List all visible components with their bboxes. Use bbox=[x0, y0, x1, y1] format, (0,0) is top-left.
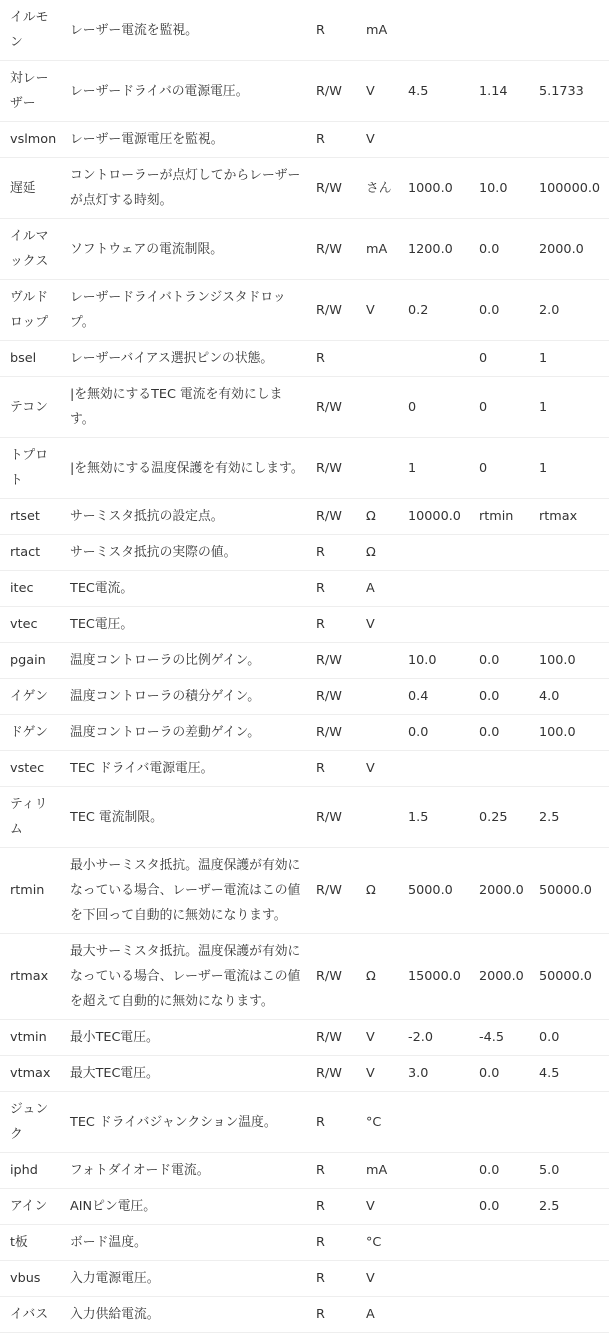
param-default: 10000.0 bbox=[400, 499, 465, 535]
param-name: t板 bbox=[0, 1225, 60, 1261]
param-name: itec bbox=[0, 571, 60, 607]
param-access: R/W bbox=[316, 848, 360, 934]
param-max: 4.5 bbox=[529, 1056, 609, 1092]
param-name: pgain bbox=[0, 643, 60, 679]
param-description: レーザードライバの電源電圧。 bbox=[60, 61, 316, 122]
table-row bbox=[0, 1189, 609, 1225]
param-min: 1.14 bbox=[465, 61, 529, 122]
param-description: TEC ドライバ電源電圧。 bbox=[60, 751, 316, 787]
param-unit bbox=[360, 643, 400, 679]
param-access: R/W bbox=[316, 1056, 360, 1092]
table-row bbox=[0, 499, 609, 535]
param-default: 1.5 bbox=[400, 787, 465, 848]
param-min: 0.0 bbox=[465, 219, 529, 280]
param-max: 2.0 bbox=[529, 280, 609, 341]
param-name: iphd bbox=[0, 1153, 60, 1189]
param-min: 0.0 bbox=[465, 1153, 529, 1189]
param-max bbox=[529, 571, 609, 607]
param-max bbox=[529, 607, 609, 643]
param-description: ソフトウェアの電流制限。 bbox=[60, 219, 316, 280]
table-row bbox=[0, 438, 609, 499]
param-description: |を無効にするTEC 電流を有効にします。 bbox=[60, 377, 316, 438]
param-default bbox=[400, 1092, 465, 1153]
table-row bbox=[0, 158, 609, 219]
table-row bbox=[0, 1020, 609, 1056]
param-unit: V bbox=[360, 122, 400, 158]
table-row bbox=[0, 122, 609, 158]
param-unit: さん bbox=[360, 158, 400, 219]
param-default bbox=[400, 571, 465, 607]
param-min bbox=[465, 122, 529, 158]
param-name: rtact bbox=[0, 535, 60, 571]
table-row bbox=[0, 61, 609, 122]
param-description: サーミスタ抵抗の設定点。 bbox=[60, 499, 316, 535]
param-default bbox=[400, 751, 465, 787]
param-description: |を無効にする温度保護を有効にします。 bbox=[60, 438, 316, 499]
param-description: 温度コントローラの差動ゲイン。 bbox=[60, 715, 316, 751]
param-max: 2000.0 bbox=[529, 219, 609, 280]
param-min: 2000.0 bbox=[465, 934, 529, 1020]
param-max: 4.0 bbox=[529, 679, 609, 715]
param-min bbox=[465, 535, 529, 571]
param-name: rtset bbox=[0, 499, 60, 535]
table-row bbox=[0, 751, 609, 787]
param-unit: °C bbox=[360, 1225, 400, 1261]
table-row bbox=[0, 679, 609, 715]
param-name: vbus bbox=[0, 1261, 60, 1297]
param-default: 4.5 bbox=[400, 61, 465, 122]
table-row bbox=[0, 607, 609, 643]
param-min bbox=[465, 1261, 529, 1297]
param-name: rtmin bbox=[0, 848, 60, 934]
param-default: -2.0 bbox=[400, 1020, 465, 1056]
param-description: TEC電圧。 bbox=[60, 607, 316, 643]
param-name: rtmax bbox=[0, 934, 60, 1020]
param-max bbox=[529, 122, 609, 158]
param-name: イルモン bbox=[0, 0, 60, 61]
table-row bbox=[0, 1297, 609, 1333]
param-unit: A bbox=[360, 1297, 400, 1333]
param-description: 最大サーミスタ抵抗。温度保護が有効になっている場合、レーザー電流はこの値を超えて自動的に無効になります。 bbox=[60, 934, 316, 1020]
param-name: イゲン bbox=[0, 679, 60, 715]
param-access: R/W bbox=[316, 934, 360, 1020]
table-row bbox=[0, 535, 609, 571]
param-max: 50000.0 bbox=[529, 934, 609, 1020]
param-name: イバス bbox=[0, 1297, 60, 1333]
param-access: R bbox=[316, 1261, 360, 1297]
param-max bbox=[529, 1092, 609, 1153]
param-unit: A bbox=[360, 571, 400, 607]
param-default: 0.0 bbox=[400, 715, 465, 751]
param-access: R/W bbox=[316, 643, 360, 679]
param-default: 3.0 bbox=[400, 1056, 465, 1092]
param-description: TEC電流。 bbox=[60, 571, 316, 607]
param-default bbox=[400, 607, 465, 643]
param-default: 0.4 bbox=[400, 679, 465, 715]
param-max: 100.0 bbox=[529, 643, 609, 679]
param-access: R/W bbox=[316, 219, 360, 280]
param-description: レーザー電源電圧を監視。 bbox=[60, 122, 316, 158]
param-access: R bbox=[316, 1092, 360, 1153]
table-row bbox=[0, 0, 609, 61]
param-min: 2000.0 bbox=[465, 848, 529, 934]
param-min: 0.0 bbox=[465, 1189, 529, 1225]
param-max bbox=[529, 0, 609, 61]
param-default bbox=[400, 535, 465, 571]
param-description: TEC ドライバジャンクション温度。 bbox=[60, 1092, 316, 1153]
param-default: 1 bbox=[400, 438, 465, 499]
table-row bbox=[0, 280, 609, 341]
param-name: vtec bbox=[0, 607, 60, 643]
param-description: 入力電源電圧。 bbox=[60, 1261, 316, 1297]
table-row bbox=[0, 341, 609, 377]
param-access: R/W bbox=[316, 280, 360, 341]
param-unit bbox=[360, 715, 400, 751]
param-name: テコン bbox=[0, 377, 60, 438]
param-default bbox=[400, 122, 465, 158]
param-description: 最小TEC電圧。 bbox=[60, 1020, 316, 1056]
param-name: vslmon bbox=[0, 122, 60, 158]
param-name: ドゲン bbox=[0, 715, 60, 751]
param-description: コントローラーが点灯してからレーザーが点灯する時刻。 bbox=[60, 158, 316, 219]
param-max: 5.1733 bbox=[529, 61, 609, 122]
param-access: R bbox=[316, 122, 360, 158]
param-description: フォトダイオード電流。 bbox=[60, 1153, 316, 1189]
param-unit: V bbox=[360, 1189, 400, 1225]
param-unit bbox=[360, 377, 400, 438]
param-unit: V bbox=[360, 1056, 400, 1092]
param-max: 0.0 bbox=[529, 1020, 609, 1056]
param-unit bbox=[360, 679, 400, 715]
param-default bbox=[400, 0, 465, 61]
param-access: R bbox=[316, 0, 360, 61]
param-access: R bbox=[316, 1297, 360, 1333]
param-max bbox=[529, 1261, 609, 1297]
param-max bbox=[529, 1225, 609, 1261]
param-unit: Ω bbox=[360, 934, 400, 1020]
table-row bbox=[0, 1225, 609, 1261]
param-unit: Ω bbox=[360, 848, 400, 934]
param-access: R/W bbox=[316, 61, 360, 122]
param-default bbox=[400, 1189, 465, 1225]
param-description: AINピン電圧。 bbox=[60, 1189, 316, 1225]
param-name: ヴルドロップ bbox=[0, 280, 60, 341]
param-default: 10.0 bbox=[400, 643, 465, 679]
param-min: 0.0 bbox=[465, 1056, 529, 1092]
param-min: 0.0 bbox=[465, 715, 529, 751]
param-max: 1 bbox=[529, 377, 609, 438]
param-name: 対レーザー bbox=[0, 61, 60, 122]
param-description: 入力供給電流。 bbox=[60, 1297, 316, 1333]
param-max bbox=[529, 535, 609, 571]
param-name: vstec bbox=[0, 751, 60, 787]
param-min: 0.0 bbox=[465, 679, 529, 715]
param-description: TEC 電流制限。 bbox=[60, 787, 316, 848]
param-unit: V bbox=[360, 1020, 400, 1056]
param-access: R/W bbox=[316, 377, 360, 438]
param-description: 温度コントローラの積分ゲイン。 bbox=[60, 679, 316, 715]
table-row bbox=[0, 715, 609, 751]
param-access: R bbox=[316, 751, 360, 787]
param-min bbox=[465, 607, 529, 643]
param-max bbox=[529, 1297, 609, 1333]
param-access: R bbox=[316, 1189, 360, 1225]
param-access: R/W bbox=[316, 1020, 360, 1056]
param-access: R/W bbox=[316, 499, 360, 535]
param-default: 1200.0 bbox=[400, 219, 465, 280]
param-max bbox=[529, 751, 609, 787]
param-default bbox=[400, 341, 465, 377]
param-min: 0.0 bbox=[465, 643, 529, 679]
param-unit bbox=[360, 438, 400, 499]
param-unit: V bbox=[360, 61, 400, 122]
param-max: 100000.0 bbox=[529, 158, 609, 219]
table-row bbox=[0, 219, 609, 280]
table-row bbox=[0, 377, 609, 438]
param-default bbox=[400, 1261, 465, 1297]
param-unit: mA bbox=[360, 219, 400, 280]
param-min: 0 bbox=[465, 341, 529, 377]
param-unit bbox=[360, 787, 400, 848]
param-description: ボード温度。 bbox=[60, 1225, 316, 1261]
param-min bbox=[465, 571, 529, 607]
param-min: -4.5 bbox=[465, 1020, 529, 1056]
param-default bbox=[400, 1225, 465, 1261]
param-access: R bbox=[316, 1225, 360, 1261]
param-min bbox=[465, 1297, 529, 1333]
param-max: 1 bbox=[529, 438, 609, 499]
param-max: 50000.0 bbox=[529, 848, 609, 934]
param-name: アイン bbox=[0, 1189, 60, 1225]
table-row bbox=[0, 571, 609, 607]
table-row bbox=[0, 1056, 609, 1092]
param-unit: V bbox=[360, 751, 400, 787]
param-max: 2.5 bbox=[529, 1189, 609, 1225]
param-unit: °C bbox=[360, 1092, 400, 1153]
param-name: ティリム bbox=[0, 787, 60, 848]
param-description: レーザードライバトランジスタドロップ。 bbox=[60, 280, 316, 341]
param-max: 2.5 bbox=[529, 787, 609, 848]
param-unit: Ω bbox=[360, 535, 400, 571]
param-name: vtmin bbox=[0, 1020, 60, 1056]
param-access: R bbox=[316, 535, 360, 571]
table-row bbox=[0, 1261, 609, 1297]
param-access: R bbox=[316, 571, 360, 607]
param-min: 0.0 bbox=[465, 280, 529, 341]
table-row bbox=[0, 934, 609, 1020]
param-min: rtmin bbox=[465, 499, 529, 535]
param-description: レーザーバイアス選択ピンの状態。 bbox=[60, 341, 316, 377]
table-row bbox=[0, 1153, 609, 1189]
table-row bbox=[0, 848, 609, 934]
param-description: 最小サーミスタ抵抗。温度保護が有効になっている場合、レーザー電流はこの値を下回って自動的に無効になります。 bbox=[60, 848, 316, 934]
param-access: R bbox=[316, 1153, 360, 1189]
param-min: 0 bbox=[465, 377, 529, 438]
param-unit: V bbox=[360, 1261, 400, 1297]
param-unit: mA bbox=[360, 1153, 400, 1189]
param-default bbox=[400, 1297, 465, 1333]
param-name: bsel bbox=[0, 341, 60, 377]
param-default: 0 bbox=[400, 377, 465, 438]
param-description: 温度コントローラの比例ゲイン。 bbox=[60, 643, 316, 679]
param-access: R bbox=[316, 607, 360, 643]
param-unit: mA bbox=[360, 0, 400, 61]
param-max: 1 bbox=[529, 341, 609, 377]
param-min: 0 bbox=[465, 438, 529, 499]
param-access: R/W bbox=[316, 715, 360, 751]
param-default bbox=[400, 1153, 465, 1189]
param-name: ジュンク bbox=[0, 1092, 60, 1153]
param-min bbox=[465, 751, 529, 787]
param-name: イルマックス bbox=[0, 219, 60, 280]
param-access: R/W bbox=[316, 787, 360, 848]
table-row bbox=[0, 1092, 609, 1153]
param-max: 100.0 bbox=[529, 715, 609, 751]
param-min: 0.25 bbox=[465, 787, 529, 848]
table-row bbox=[0, 643, 609, 679]
param-access: R/W bbox=[316, 158, 360, 219]
param-unit: Ω bbox=[360, 499, 400, 535]
param-name: 遅延 bbox=[0, 158, 60, 219]
param-min bbox=[465, 1225, 529, 1261]
param-min bbox=[465, 0, 529, 61]
param-access: R/W bbox=[316, 679, 360, 715]
param-access: R bbox=[316, 341, 360, 377]
param-description: レーザー電流を監視。 bbox=[60, 0, 316, 61]
param-description: 最大TEC電圧。 bbox=[60, 1056, 316, 1092]
param-default: 15000.0 bbox=[400, 934, 465, 1020]
param-default: 0.2 bbox=[400, 280, 465, 341]
param-unit bbox=[360, 341, 400, 377]
param-default: 1000.0 bbox=[400, 158, 465, 219]
param-default: 5000.0 bbox=[400, 848, 465, 934]
param-min bbox=[465, 1092, 529, 1153]
param-name: トプロト bbox=[0, 438, 60, 499]
param-max: rtmax bbox=[529, 499, 609, 535]
table-row bbox=[0, 787, 609, 848]
param-unit: V bbox=[360, 607, 400, 643]
param-access: R/W bbox=[316, 438, 360, 499]
param-name: vtmax bbox=[0, 1056, 60, 1092]
param-description: サーミスタ抵抗の実際の値。 bbox=[60, 535, 316, 571]
param-min: 10.0 bbox=[465, 158, 529, 219]
param-unit: V bbox=[360, 280, 400, 341]
param-max: 5.0 bbox=[529, 1153, 609, 1189]
